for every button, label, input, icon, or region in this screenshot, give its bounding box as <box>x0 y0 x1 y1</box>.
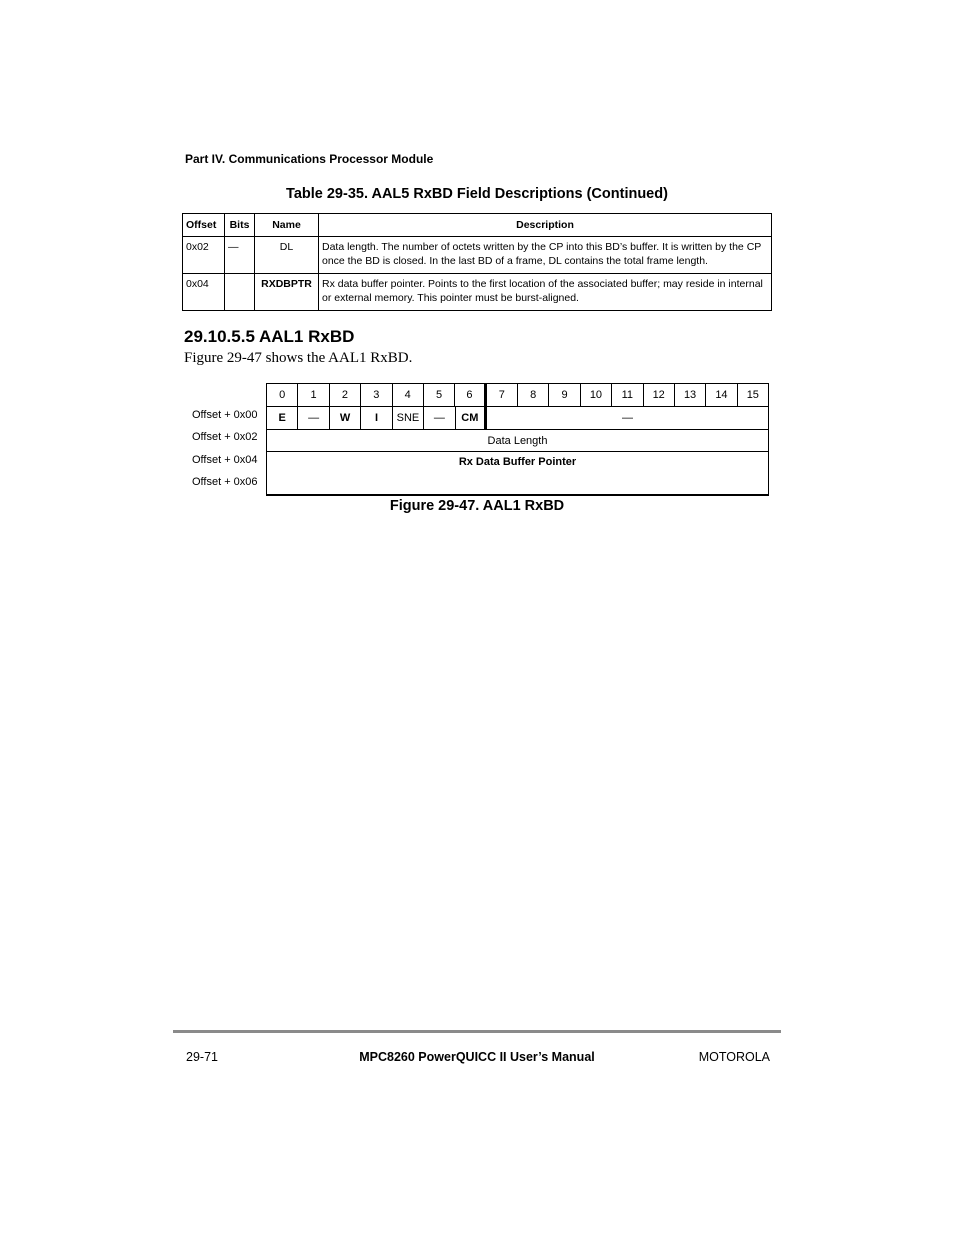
column-header-name: Name <box>255 214 319 237</box>
offset-label: Offset + 0x06 <box>192 476 258 488</box>
company-name: MOTOROLA <box>698 1050 770 1064</box>
offset-label: Offset + 0x04 <box>192 454 258 466</box>
offset-label: Offset + 0x02 <box>192 431 258 443</box>
column-header-description: Description <box>319 214 772 237</box>
bit-number: 14 <box>705 384 736 406</box>
cell-description: Data length. The number of octets written by the CP into this BD’s buffer. It is written by the CP once the BD is closed. In the last BD of a frame, DL contains the total frame length. <box>319 237 772 274</box>
field-rx-data-buffer-pointer: Rx Data Buffer Pointer <box>266 451 769 496</box>
bit-number: 1 <box>297 384 328 406</box>
table-header-row <box>183 214 772 237</box>
field-reserved: — <box>297 407 328 429</box>
column-header-bits: Bits <box>225 214 255 237</box>
cell-description: Rx data buffer pointer. Points to the first location of the associated buffer; may reside in internal or external memory. This pointer must be burst-aligned. <box>319 274 772 311</box>
field-sne: SNE <box>392 407 423 429</box>
cell-bits <box>225 274 255 311</box>
section-heading: 29.10.5.5 AAL1 RxBD <box>184 327 355 346</box>
cell-offset: 0x02 <box>183 237 225 274</box>
cell-name: DL <box>255 237 319 274</box>
field-i: I <box>360 407 391 429</box>
rxbd-register-diagram <box>266 383 769 496</box>
manual-title: MPC8260 PowerQUICC II User’s Manual <box>359 1050 595 1064</box>
bit-number-row <box>266 383 769 406</box>
bit-number: 4 <box>392 384 423 406</box>
cell-offset: 0x04 <box>183 274 225 311</box>
bit-number: 3 <box>360 384 391 406</box>
bit-number: 13 <box>674 384 705 406</box>
field-w: W <box>329 407 360 429</box>
bit-number: 0 <box>266 384 297 406</box>
table-row <box>183 274 772 311</box>
bit-number: 7 <box>486 384 517 406</box>
bit-number: 8 <box>517 384 548 406</box>
table-caption: Table 29-35. AAL5 RxBD Field Descriptions (Continued) <box>286 186 668 202</box>
body-paragraph: Figure 29-47 shows the AAL1 RxBD. <box>184 350 413 366</box>
running-head: Part IV. Communications Processor Module <box>185 152 434 166</box>
word0-field-row <box>266 406 769 429</box>
field-description-table <box>182 213 772 311</box>
field-cm: CM <box>455 407 486 429</box>
table-row <box>183 237 772 274</box>
bit-number: 9 <box>548 384 579 406</box>
column-header-offset: Offset <box>183 214 225 237</box>
bit-number: 5 <box>423 384 454 406</box>
field-reserved: — <box>486 407 768 429</box>
bit-number: 6 <box>454 384 485 406</box>
bit-number: 2 <box>329 384 360 406</box>
field-e: E <box>266 407 297 429</box>
field-reserved: — <box>423 407 454 429</box>
page-number: 29-71 <box>186 1050 218 1064</box>
figure-caption: Figure 29-47. AAL1 RxBD <box>389 498 565 514</box>
bit-number: 15 <box>737 384 768 406</box>
bit-number: 10 <box>580 384 611 406</box>
bit-number: 12 <box>643 384 674 406</box>
offset-label: Offset + 0x00 <box>192 409 258 421</box>
field-data-length: Data Length <box>266 429 769 451</box>
cell-name: RXDBPTR <box>255 274 319 311</box>
footer-rule <box>173 1030 781 1033</box>
cell-bits: — <box>225 237 255 274</box>
bit-number: 11 <box>611 384 642 406</box>
